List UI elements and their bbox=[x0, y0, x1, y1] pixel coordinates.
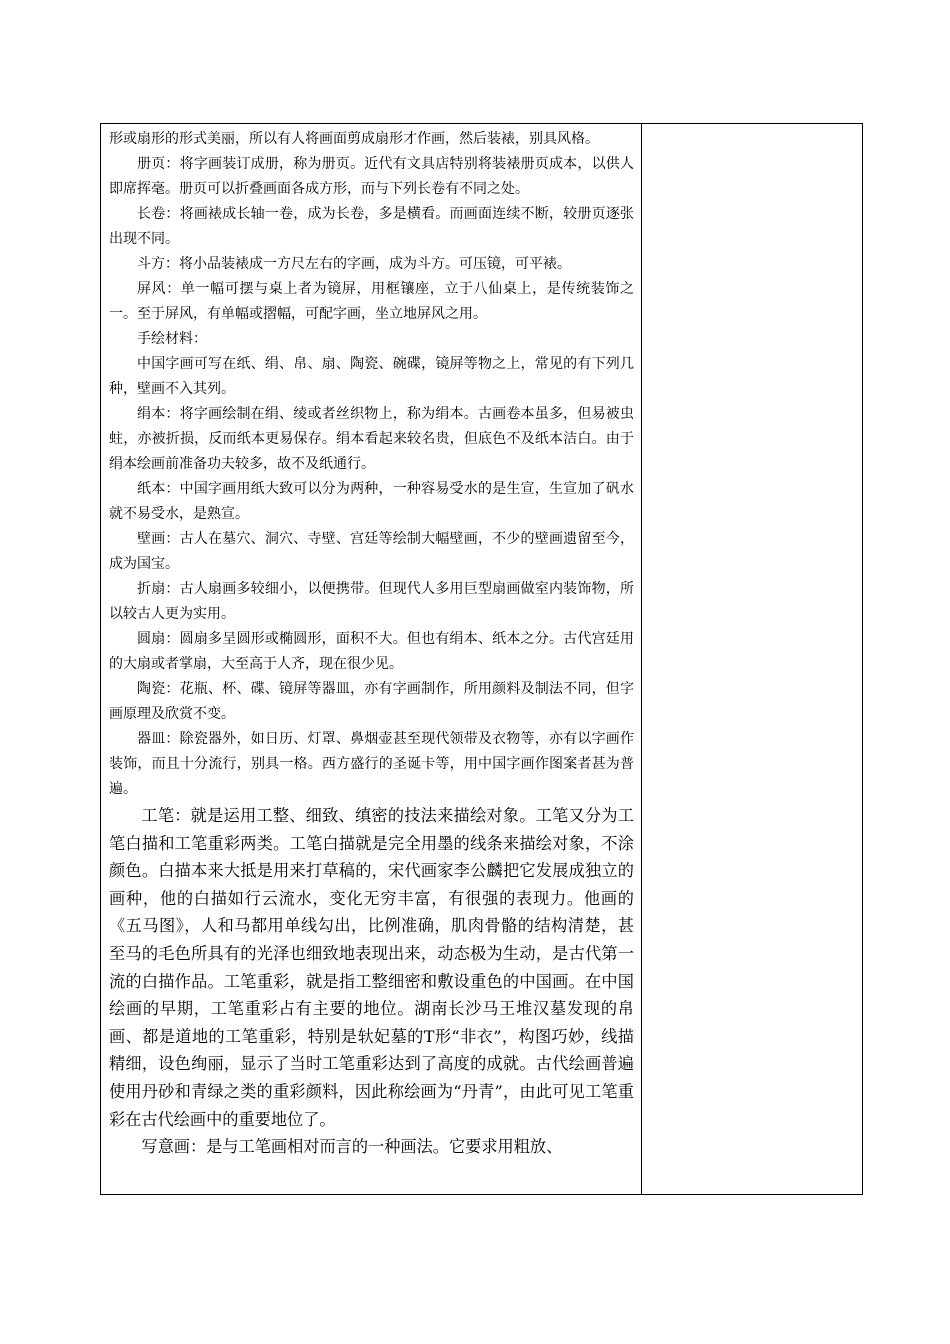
paragraph-mural: 壁画：古人在墓穴、洞穴、寺壁、宫廷等绘制大幅壁画，不少的壁画遗留至今，成为国宝。 bbox=[109, 531, 634, 572]
paragraph-materials-intro: 中国字画可写在纸、绢、帛、扇、陶瓷、碗碟，镜屏等物之上，常见的有下列几种，壁画不入其列。 bbox=[109, 356, 634, 397]
paragraph-ceramics: 陶瓷：花瓶、杯、碟、镜屏等器皿，亦有字画制作，所用颜料及制法不同，但字画原理及欣赏不变。 bbox=[109, 681, 634, 722]
side-notes-cell bbox=[642, 124, 863, 1195]
paragraph-folding-fan: 折扇：古人扇画多较细小，以便携带。但现代人多用巨型扇画做室内装饰物，所以较古人更为实用。 bbox=[109, 581, 634, 622]
paragraph-round-fan: 圆扇：圆扇多呈圆形或椭圆形，面积不大。但也有绢本、纸本之分。古代宫廷用的大扇或者掌扇，大至高于人齐，现在很少见。 bbox=[109, 631, 634, 672]
paragraph-fan-shape: 形或扇形的形式美丽，所以有人将画面剪成扇形才作画，然后装裱，别具风格。 bbox=[109, 131, 599, 147]
paragraph-screen: 屏风：单一幅可摆与桌上者为镜屏，用框镶座，立于八仙桌上，是传统装饰之一。至于屏风，有单幅或摺幅，可配字画，坐立地屏风之用。 bbox=[109, 281, 634, 322]
table-row bbox=[101, 124, 863, 1195]
paragraph-doufang: 斗方：将小品装裱成一方尺左右的字画，成为斗方。可压镜，可平裱。 bbox=[137, 256, 571, 272]
document-table bbox=[100, 123, 863, 1195]
paragraph-vessels: 器皿：除瓷器外，如日历、灯罩、鼻烟壶甚至现代领带及衣物等，亦有以字画作装饰，而且十分流行，别具一格。西方盛行的圣诞卡等，用中国字画作图案者甚为普遍。 bbox=[109, 731, 634, 797]
paragraph-materials-heading: 手绘材料： bbox=[137, 331, 207, 347]
paragraph-xieyi: 写意画：是与工笔画相对而言的一种画法。它要求用粗放、 bbox=[141, 1137, 563, 1157]
main-content-cell bbox=[101, 124, 642, 1195]
paragraph-long-scroll: 长卷：将画裱成长轴一卷，成为长卷，多是横看。而画面连续不断，较册页逐张出现不同。 bbox=[109, 206, 634, 247]
paragraph-album-leaves: 册页：将字画装订成册，称为册页。近代有文具店特别将装裱册页成本，以供人即席挥毫。册页可以折叠画面各成方形，而与下列长卷有不同之处。 bbox=[109, 156, 634, 197]
paragraph-paper: 纸本：中国字画用纸大致可以分为两种，一种容易受水的是生宣，生宣加了矾水就不易受水，是熟宣。 bbox=[109, 481, 634, 522]
paragraph-gongbi: 工笔：就是运用工整、细致、缜密的技法来描绘对象。工笔又分为工笔白描和工笔重彩两类。工笔白描就是完全用墨的线条来描绘对象，不涂颜色。白描本来大抵是用来打草稿的，宋代画家李公麟把它发展成独立的画种，他的白描如行云流水，变化无穷丰富，有很强的表现力。他画的《五马图》，人和马都用单线勾出，比例准确，肌肉骨骼的结构清楚，甚至马的毛色所具有的光泽也细致地表现出来，动态极为生动，是古代第一流的白描作品。工笔重彩，就是指工整细密和敷设重色的中国画。在中国绘画的早期，工笔重彩占有主要的地位。湖南长沙马王堆汉墓发现的帛画、都是道地的工笔重彩，特别是轪妃墓的T形“非衣”，构图巧妙，线描精细，设色绚丽，显示了当时工笔重彩达到了高度的成就。古代绘画普遍使用丹砂和青绿之类的重彩颜料，因此称绘画为“丹青”，由此可见工笔重彩在古代绘画中的重要地位了。 bbox=[109, 806, 634, 1129]
paragraph-silk: 绢本：将字画绘制在绢、绫或者丝织物上，称为绢本。古画卷本虽多，但易被虫蛀，亦被折损，反而纸本更易保存。绢本看起来较名贵，但底色不及纸本洁白。由于绢本绘画前准备功夫较多，故不及纸通行。 bbox=[109, 406, 634, 472]
text-body bbox=[101, 124, 641, 1161]
